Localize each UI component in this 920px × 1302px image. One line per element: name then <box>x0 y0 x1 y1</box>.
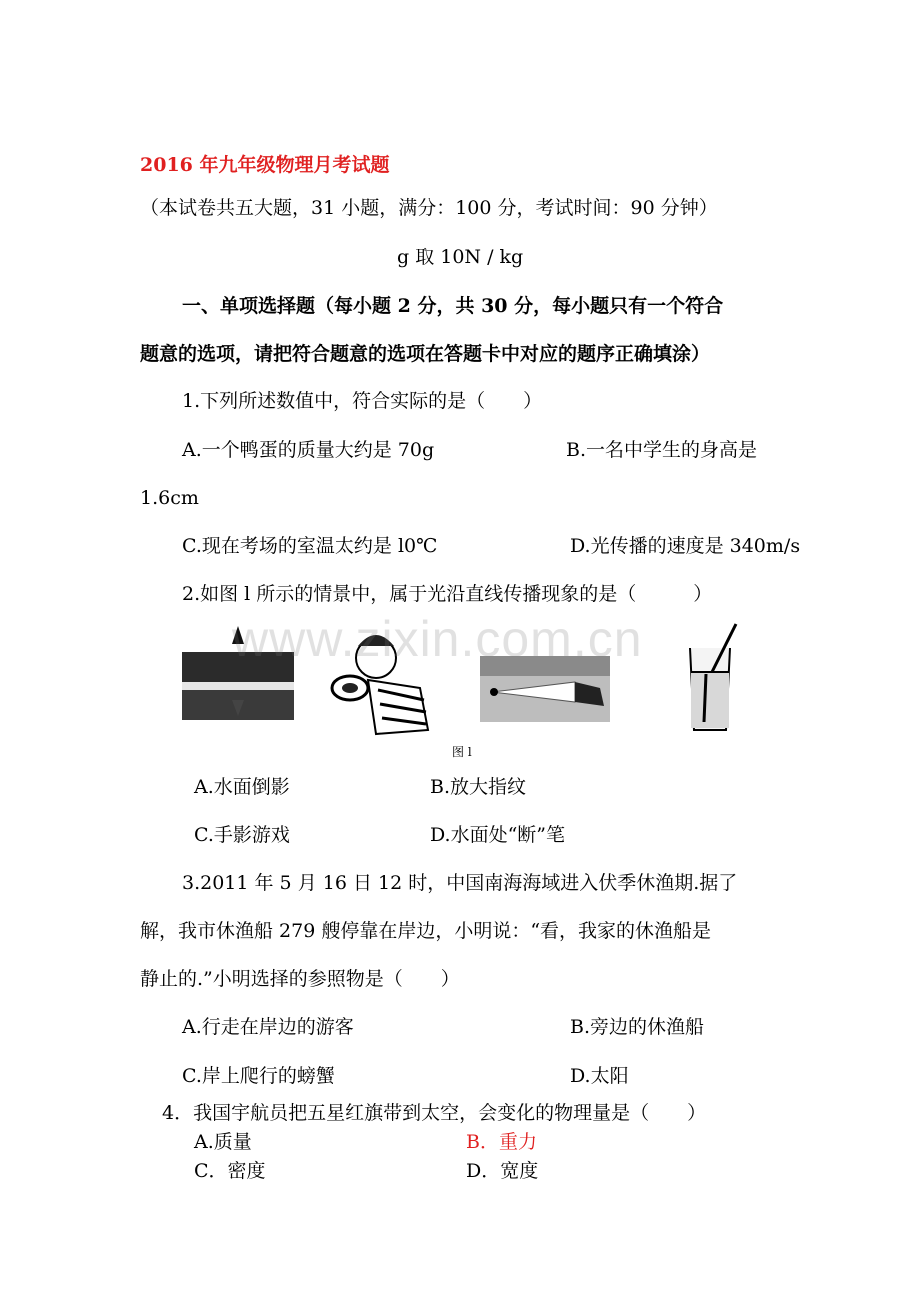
q3-stem-line3: 静止的.”小明选择的参照物是（ ） <box>140 968 460 990</box>
q2-option-d: D.水面处“断”笔 <box>430 824 566 846</box>
q1-option-a: A.一个鸭蛋的质量大约是 70g <box>182 439 435 461</box>
q2-option-c: C.手影游戏 <box>194 824 290 846</box>
q2-option-a: A.水面倒影 <box>194 776 290 798</box>
q2-option-b: B.放大指纹 <box>430 776 527 798</box>
q1-option-b-cont: 1.6cm <box>140 487 199 509</box>
q4-option-b-answer: B．重力 <box>466 1131 537 1153</box>
gravity-note: g 取 10N / kg <box>397 246 524 268</box>
section-heading-line1: 一、单项选择题（每小题 2 分，共 30 分，每小题只有一个符合 <box>182 295 724 317</box>
q1-option-d: D.光传播的速度是 340m/s <box>570 535 801 557</box>
figure-caption: 图 l <box>452 745 472 758</box>
q3-option-c: C.岸上爬行的螃蟹 <box>182 1065 335 1087</box>
exam-note: （本试卷共五大题，31 小题，满分：100 分，考试时间：90 分钟） <box>140 197 718 219</box>
q3-stem-line1: 3.2011 年 5 月 16 日 12 时，中国南海海域进入伏季休渔期.据了 <box>182 872 738 894</box>
q4-option-c: C．密度 <box>194 1160 266 1182</box>
q3-option-a: A.行走在岸边的游客 <box>182 1016 354 1038</box>
q1-option-b: B.一名中学生的身高是 <box>566 439 758 461</box>
page-title: 2016 年九年级物理月考试题 <box>140 154 390 176</box>
q3-option-b: B.旁边的休渔船 <box>570 1016 705 1038</box>
broken-pencil-image <box>690 624 736 730</box>
watermark: www.zixin.com.cn <box>232 611 643 667</box>
q2-stem: 2.如图 l 所示的情景中，属于光沿直线传播现象的是（ ） <box>182 583 713 605</box>
q4-option-d: D．宽度 <box>466 1160 539 1182</box>
q1-stem: 1.下列所述数值中，符合实际的是（ ） <box>182 390 543 412</box>
q3-option-d: D.太阳 <box>570 1065 629 1087</box>
q1-option-c: C.现在考场的室温太约是 l0℃ <box>182 535 438 557</box>
section-heading-line2: 题意的选项，请把符合题意的选项在答题卡中对应的题序正确填涂） <box>140 343 711 365</box>
q3-stem-line2: 解，我市休渔船 279 艘停靠在岸边，小明说：“看，我家的休渔船是 <box>140 920 712 942</box>
q4-stem: 4．我国宇航员把五星红旗带到太空，会变化的物理量是（ ） <box>162 1102 707 1124</box>
q4-option-a: A.质量 <box>194 1131 252 1153</box>
